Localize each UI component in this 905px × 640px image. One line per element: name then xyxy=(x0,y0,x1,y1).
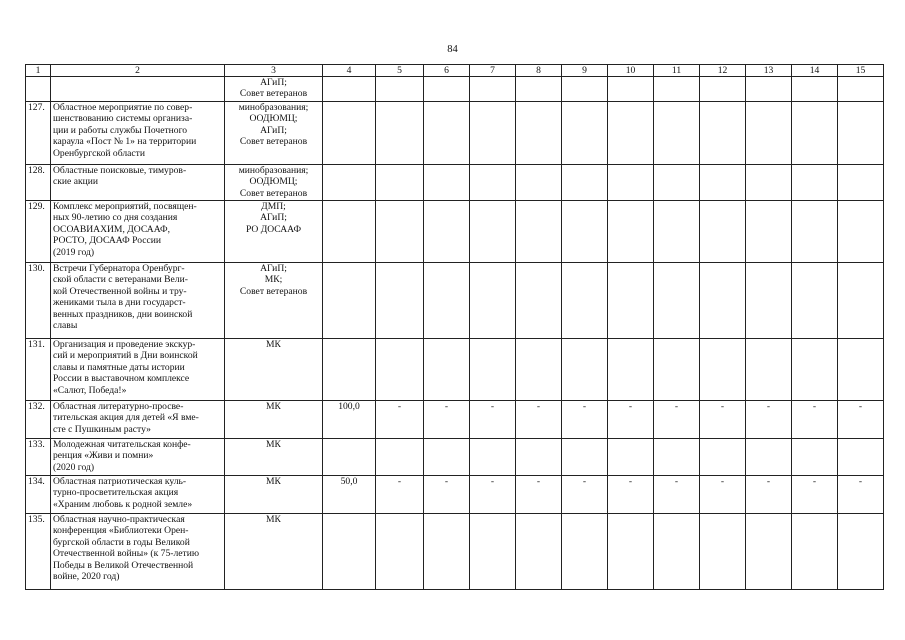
funding-cell xyxy=(792,263,838,339)
table-row xyxy=(26,263,884,339)
measure-name-line: ОСОАВИАХИМ, ДОСААФ, xyxy=(53,223,171,235)
funding-cell: - xyxy=(792,476,838,514)
header-cell: 13 xyxy=(746,65,792,77)
measure-name-line: Комплекс мероприятий, посвящен- xyxy=(53,201,197,212)
responsible-line: ООДЮМЦ; xyxy=(249,176,298,188)
responsible-executors xyxy=(225,439,323,476)
measure-name-line: турно-просветительская акция xyxy=(53,487,179,499)
funding-cell xyxy=(792,102,838,165)
measure-name xyxy=(51,339,225,401)
measure-name-line: «Салют, Победа!» xyxy=(53,384,127,396)
header-cell: 4 xyxy=(323,65,376,77)
funding-cell: - xyxy=(376,401,424,439)
measure-name-line: РОСТО, ДОСААФ России xyxy=(53,235,162,247)
measure-name-line: Победы в Великой Отечественной xyxy=(53,559,194,571)
funding-cell xyxy=(376,77,424,102)
measure-name-line: ской области с ветеранами Вели- xyxy=(53,274,188,286)
funding-cell xyxy=(792,165,838,201)
funding-cell xyxy=(608,514,654,590)
funding-cell xyxy=(746,165,792,201)
funding-cell xyxy=(562,514,608,590)
funding-cell xyxy=(792,514,838,590)
funding-cell xyxy=(608,102,654,165)
measure-name-line: Областные поисковые, тимуров- xyxy=(53,165,187,176)
funding-cell xyxy=(562,102,608,165)
measure-name xyxy=(51,263,225,339)
row-number: 134. xyxy=(26,476,51,514)
table-row xyxy=(26,201,884,263)
funding-cell xyxy=(654,201,700,263)
funding-cell xyxy=(700,339,746,401)
funding-cell xyxy=(376,165,424,201)
funding-cell xyxy=(700,263,746,339)
funding-cell xyxy=(700,439,746,476)
measure-name-line: конференция «Библиотеки Орен- xyxy=(53,525,189,537)
funding-cell xyxy=(654,439,700,476)
responsible-executors xyxy=(225,339,323,401)
funding-cell xyxy=(700,514,746,590)
measures-table xyxy=(25,64,884,590)
funding-cell xyxy=(746,439,792,476)
funding-cell xyxy=(376,201,424,263)
table-row xyxy=(26,514,884,590)
funding-cell xyxy=(792,201,838,263)
measure-name xyxy=(51,77,225,102)
measure-name xyxy=(51,439,225,476)
header-cell: 7 xyxy=(470,65,516,77)
funding-cell: - xyxy=(608,401,654,439)
funding-cell: - xyxy=(700,401,746,439)
measure-name-line: славы xyxy=(53,320,78,332)
measure-name-line: Областная патриотическая куль- xyxy=(53,476,187,487)
funding-cell xyxy=(376,339,424,401)
funding-cell: - xyxy=(470,401,516,439)
responsible-executors xyxy=(225,201,323,263)
funding-cell: - xyxy=(792,401,838,439)
measure-name-line: венных праздников, дни воинской xyxy=(53,308,193,320)
funding-cell xyxy=(838,514,884,590)
measure-name-line: (2020 год) xyxy=(53,461,95,473)
funding-cell: - xyxy=(838,476,884,514)
responsible-line: АГиП; xyxy=(260,124,287,136)
measure-name-line: сий и мероприятий в Дни воинской xyxy=(53,350,198,362)
funding-cell xyxy=(516,77,562,102)
funding-cell xyxy=(700,102,746,165)
row-number: 129. xyxy=(26,201,51,263)
responsible-line: РО ДОСААФ xyxy=(245,223,302,235)
funding-value xyxy=(323,263,376,339)
funding-cell xyxy=(654,102,700,165)
header-row xyxy=(26,65,884,77)
responsible-line: МК xyxy=(266,401,281,412)
header-cell: 1 xyxy=(26,65,51,77)
funding-cell xyxy=(562,77,608,102)
responsible-line: МК; xyxy=(264,274,283,286)
funding-cell xyxy=(700,77,746,102)
funding-cell xyxy=(516,201,562,263)
funding-cell xyxy=(838,165,884,201)
funding-cell xyxy=(746,77,792,102)
header-cell: 6 xyxy=(424,65,470,77)
funding-cell xyxy=(562,201,608,263)
responsible-line: ДМП; xyxy=(261,201,286,212)
table-row xyxy=(26,165,884,201)
funding-cell xyxy=(654,165,700,201)
funding-cell: - xyxy=(838,401,884,439)
funding-cell xyxy=(792,77,838,102)
responsible-line: АГиП; xyxy=(260,212,287,224)
funding-cell xyxy=(746,339,792,401)
funding-cell xyxy=(654,514,700,590)
measure-name-line: славы и памятные даты истории xyxy=(53,361,185,373)
funding-cell xyxy=(700,201,746,263)
measure-name xyxy=(51,514,225,590)
funding-cell xyxy=(516,102,562,165)
funding-cell xyxy=(792,339,838,401)
row-number: 132. xyxy=(26,401,51,439)
funding-cell xyxy=(470,201,516,263)
funding-cell xyxy=(746,514,792,590)
funding-cell: - xyxy=(700,476,746,514)
row-number: 133. xyxy=(26,439,51,476)
measure-name xyxy=(51,102,225,165)
funding-value xyxy=(323,201,376,263)
measure-name-line: «Храним любовь к родной земле» xyxy=(53,498,193,510)
table-row xyxy=(26,476,884,514)
funding-cell: - xyxy=(424,476,470,514)
header-cell: 12 xyxy=(700,65,746,77)
funding-cell xyxy=(838,339,884,401)
measure-name-line: Оренбургской области xyxy=(53,147,145,159)
responsible-line: МК xyxy=(266,476,281,487)
responsible-executors xyxy=(225,514,323,590)
header-cell: 11 xyxy=(654,65,700,77)
responsible-line: ООДЮМЦ; xyxy=(249,113,298,125)
row-number: 131. xyxy=(26,339,51,401)
measure-name xyxy=(51,201,225,263)
measure-name-line: ские акции xyxy=(53,176,99,188)
responsible-executors xyxy=(225,102,323,165)
funding-cell xyxy=(424,439,470,476)
measure-name-line: Молодежная читательская конфе- xyxy=(53,439,191,450)
funding-cell xyxy=(376,102,424,165)
header-cell: 10 xyxy=(608,65,654,77)
funding-cell xyxy=(516,263,562,339)
row-number: 135. xyxy=(26,514,51,590)
funding-cell xyxy=(470,514,516,590)
funding-cell xyxy=(608,77,654,102)
measure-name-line: ренция «Живи и помни» xyxy=(53,450,154,462)
table-row xyxy=(26,439,884,476)
measure-name-line: жениками тыла в дни государст- xyxy=(53,297,186,309)
funding-cell: - xyxy=(654,476,700,514)
measure-name-line: Областное мероприятие по совер- xyxy=(53,102,193,113)
responsible-executors xyxy=(225,165,323,201)
measure-name-line: шенствованию системы организа- xyxy=(53,113,193,125)
funding-cell xyxy=(376,514,424,590)
funding-cell: - xyxy=(470,476,516,514)
funding-value xyxy=(323,165,376,201)
header-cell: 9 xyxy=(562,65,608,77)
funding-cell xyxy=(746,102,792,165)
row-number: 128. xyxy=(26,165,51,201)
funding-cell xyxy=(516,339,562,401)
measure-name-line: Встречи Губернатора Оренбург- xyxy=(53,263,185,274)
funding-cell xyxy=(608,165,654,201)
funding-value: 50,0 xyxy=(323,476,376,514)
funding-cell xyxy=(470,77,516,102)
responsible-line: АГиП; xyxy=(260,263,287,274)
funding-cell xyxy=(516,439,562,476)
measure-name-line: кой Отечественной войны и тру- xyxy=(53,285,187,297)
measure-name-line: Областная литературно-просве- xyxy=(53,401,184,412)
table-row xyxy=(26,401,884,439)
funding-cell xyxy=(746,263,792,339)
funding-cell xyxy=(654,263,700,339)
measure-name-line: караула «Пост № 1» на территории xyxy=(53,136,197,148)
funding-value xyxy=(323,339,376,401)
funding-cell: - xyxy=(562,476,608,514)
funding-cell: - xyxy=(654,401,700,439)
funding-cell: - xyxy=(562,401,608,439)
funding-cell xyxy=(838,439,884,476)
funding-cell: - xyxy=(516,476,562,514)
funding-value xyxy=(323,102,376,165)
row-number: 127. xyxy=(26,102,51,165)
responsible-line: Совет ветеранов xyxy=(239,88,308,100)
funding-cell xyxy=(470,165,516,201)
responsible-line: МК xyxy=(266,339,281,350)
funding-cell xyxy=(654,339,700,401)
funding-cell xyxy=(424,201,470,263)
measure-name-line: Отечественной войны» (к 75-летию xyxy=(53,548,199,560)
funding-value xyxy=(323,77,376,102)
funding-cell xyxy=(516,514,562,590)
funding-cell xyxy=(654,77,700,102)
measure-name-line: Организация и проведение экскур- xyxy=(53,339,196,350)
measure-name xyxy=(51,165,225,201)
funding-cell xyxy=(608,339,654,401)
funding-cell xyxy=(376,263,424,339)
measure-name-line: России в выставочном комплексе xyxy=(53,373,190,385)
responsible-line: Совет ветеранов xyxy=(239,136,308,148)
responsible-executors xyxy=(225,401,323,439)
responsible-line: Совет ветеранов xyxy=(239,187,308,199)
row-number: 130. xyxy=(26,263,51,339)
funding-cell xyxy=(746,201,792,263)
funding-value xyxy=(323,439,376,476)
responsible-line: Совет ветеранов xyxy=(239,285,308,297)
responsible-line: минобразования; xyxy=(238,165,309,176)
header-cell: 2 xyxy=(51,65,225,77)
funding-cell xyxy=(608,263,654,339)
responsible-executors xyxy=(225,77,323,102)
funding-cell xyxy=(562,339,608,401)
funding-value xyxy=(323,514,376,590)
funding-cell xyxy=(424,165,470,201)
funding-cell: - xyxy=(424,401,470,439)
funding-cell xyxy=(424,102,470,165)
table-row xyxy=(26,77,884,102)
funding-cell xyxy=(838,102,884,165)
funding-cell: - xyxy=(608,476,654,514)
funding-cell xyxy=(470,102,516,165)
table-row xyxy=(26,102,884,165)
measure-name-line: войне, 2020 год) xyxy=(53,571,120,583)
funding-cell xyxy=(424,339,470,401)
funding-cell xyxy=(700,165,746,201)
funding-cell: - xyxy=(746,476,792,514)
table-row xyxy=(26,339,884,401)
funding-cell xyxy=(424,514,470,590)
header-cell: 15 xyxy=(838,65,884,77)
funding-cell xyxy=(516,165,562,201)
funding-cell xyxy=(424,77,470,102)
funding-cell xyxy=(562,263,608,339)
funding-cell xyxy=(838,201,884,263)
responsible-line: минобразования; xyxy=(238,102,309,113)
funding-value: 100,0 xyxy=(323,401,376,439)
funding-cell xyxy=(424,263,470,339)
measure-name-line: ных 90-летию со дня создания xyxy=(53,212,178,224)
page-number: 84 xyxy=(447,44,458,55)
measure-name xyxy=(51,401,225,439)
funding-cell xyxy=(838,77,884,102)
header-cell: 8 xyxy=(516,65,562,77)
measure-name-line: (2019 год) xyxy=(53,246,95,258)
header-cell: 14 xyxy=(792,65,838,77)
funding-cell xyxy=(562,439,608,476)
funding-cell xyxy=(838,263,884,339)
measure-name-line: бургской области в годы Великой xyxy=(53,536,190,548)
header-cell: 5 xyxy=(376,65,424,77)
funding-cell xyxy=(608,201,654,263)
measure-name-line: Областная научно-практическая xyxy=(53,514,185,525)
responsible-executors xyxy=(225,476,323,514)
funding-cell: - xyxy=(746,401,792,439)
funding-cell xyxy=(792,439,838,476)
funding-cell xyxy=(470,263,516,339)
responsible-line: МК xyxy=(266,514,281,525)
measure-name-line: тительская акция для детей «Я вме- xyxy=(53,412,199,424)
measure-name-line: ции и работы службы Почетного xyxy=(53,124,188,136)
funding-cell xyxy=(562,165,608,201)
funding-cell xyxy=(376,439,424,476)
funding-cell xyxy=(608,439,654,476)
funding-cell: - xyxy=(376,476,424,514)
funding-cell: - xyxy=(516,401,562,439)
responsible-line: МК xyxy=(266,439,281,450)
responsible-executors xyxy=(225,263,323,339)
header-cell: 3 xyxy=(225,65,323,77)
measure-name-line: сте с Пушкиным расту» xyxy=(53,423,151,435)
funding-cell xyxy=(470,339,516,401)
measure-name xyxy=(51,476,225,514)
row-number xyxy=(26,77,51,102)
funding-cell xyxy=(470,439,516,476)
responsible-line: АГиП; xyxy=(260,77,287,88)
